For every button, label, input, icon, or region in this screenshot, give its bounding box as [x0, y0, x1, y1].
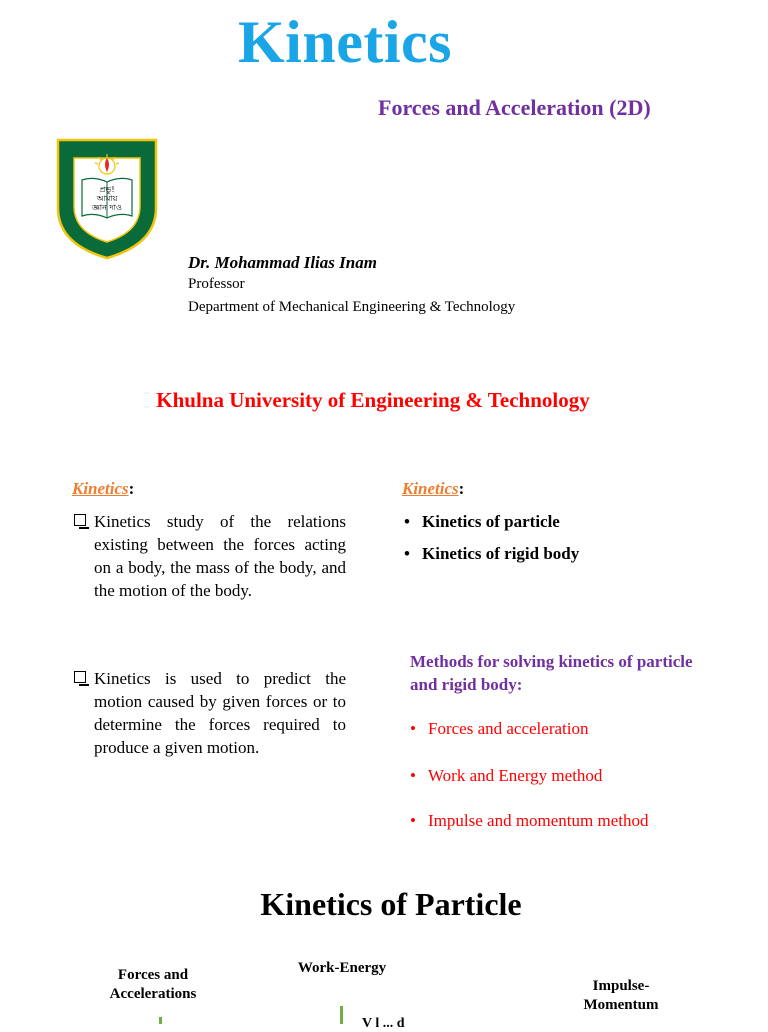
connector-line — [159, 1017, 162, 1024]
author-name: Dr. Mohammad Ilias Inam — [188, 253, 377, 272]
methods-heading: Methods for solving kinetics of particle and rigid body: — [410, 652, 693, 694]
bullet-kinetics-of-particle — [404, 512, 560, 532]
logo-line-2: আমায় — [96, 194, 118, 203]
connector-line — [340, 1006, 343, 1024]
partial-cut-text: V l ... d — [362, 1016, 405, 1031]
usage-text: Kinetics is used to predict the motion caused by given forces or to determine the forces required to produce a given motion. — [94, 669, 346, 757]
usage-paragraph — [74, 667, 346, 759]
label-line-2: Accelerations — [109, 986, 197, 1002]
checkbox-bullet-icon — [74, 671, 86, 683]
author-role: Professor — [188, 276, 245, 292]
logo-line-3: জ্ঞান দাও — [92, 203, 122, 212]
bullet-dot-icon: • — [404, 512, 410, 531]
bullet-dot-icon: • — [410, 766, 416, 785]
label-forces-accelerations — [92, 966, 214, 1004]
method-item-forces — [410, 719, 588, 739]
label-line-1: Impulse- — [592, 978, 650, 994]
university-name: Khulna University of Engineering & Technology — [156, 388, 590, 412]
bullet-text: Kinetics of rigid body — [422, 544, 580, 563]
right-heading-colon: : — [458, 479, 465, 498]
method-item-work-energy — [410, 766, 602, 786]
definition-text: Kinetics study of the relations existing between the forces acting on a body, the mass of the body, and the motion of the body. — [94, 512, 346, 600]
checkbox-bullet-icon — [74, 514, 86, 526]
right-kinetics-heading — [402, 479, 464, 499]
bullet-kinetics-of-rigid-body — [404, 544, 579, 564]
page-title: Kinetics — [238, 9, 452, 75]
bullet-dot-icon: • — [410, 811, 416, 830]
bullet-dot-icon: • — [404, 544, 410, 563]
left-kinetics-word: Kinetics — [72, 479, 129, 498]
section-title: Kinetics of Particle — [260, 886, 522, 922]
page-subtitle: Forces and Acceleration (2D) — [378, 95, 651, 120]
bullet-dot-icon: • — [410, 719, 416, 738]
label-impulse-momentum — [566, 977, 676, 1015]
definition-paragraph — [74, 510, 346, 602]
right-kinetics-word: Kinetics — [402, 479, 459, 498]
label-line-2: Momentum — [583, 997, 659, 1013]
university-logo — [54, 136, 160, 260]
author-department: Department of Mechanical Engineering & Technology — [188, 299, 516, 315]
bullet-text: Kinetics of particle — [422, 512, 560, 531]
label-line-1: Forces and — [117, 967, 189, 983]
label-work-energy: Work-Energy — [297, 960, 387, 976]
left-heading-colon: : — [128, 479, 135, 498]
method-text: Work and Energy method — [428, 766, 603, 785]
logo-line-1: প্রভু! — [99, 185, 115, 194]
method-text: Impulse and momentum method — [428, 811, 649, 830]
left-kinetics-heading — [72, 479, 134, 499]
method-item-impulse — [410, 811, 649, 831]
method-text: Forces and acceleration — [428, 719, 589, 738]
